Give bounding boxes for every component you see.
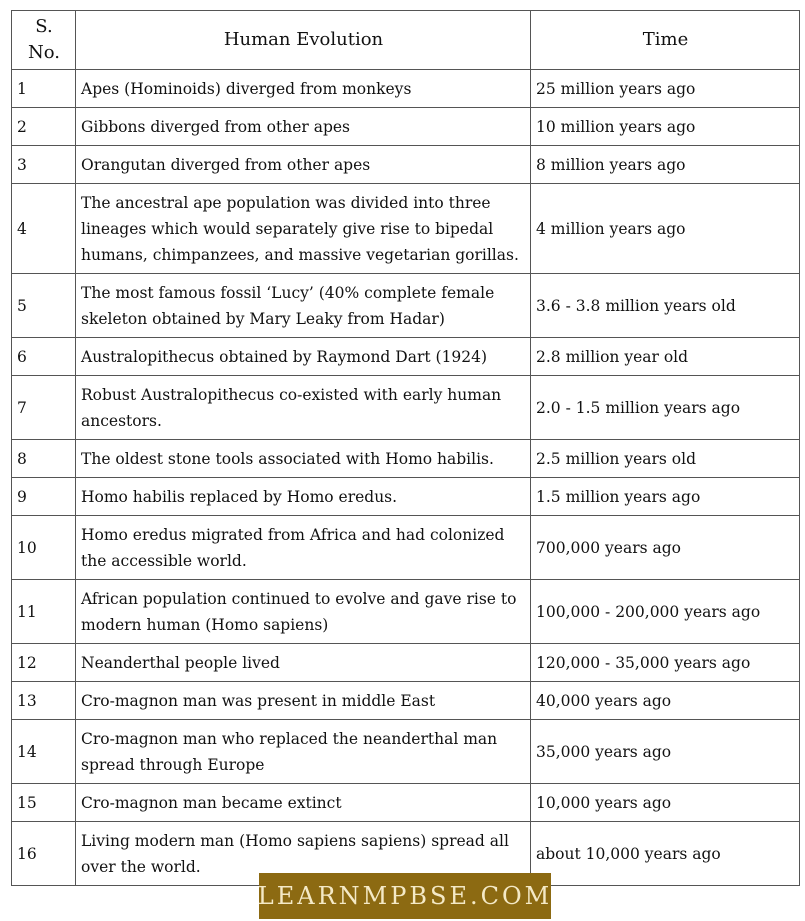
- row-event: Cro-magnon man became extinct: [76, 784, 531, 822]
- row-time: 2.5 million years old: [531, 440, 800, 478]
- row-time: 1.5 million years ago: [531, 478, 800, 516]
- row-number: 5: [12, 274, 76, 338]
- row-event: Homo eredus migrated from Africa and had colonized the accessible world.: [76, 516, 531, 580]
- header-evolution: Human Evolution: [76, 11, 531, 70]
- header-time: Time: [531, 11, 800, 70]
- header-sno: S. No.: [12, 11, 76, 70]
- table-row: [12, 184, 800, 274]
- row-number: 8: [12, 440, 76, 478]
- table-row: [12, 108, 800, 146]
- row-number: 11: [12, 580, 76, 644]
- row-time: 4 million years ago: [531, 184, 800, 274]
- row-event: Robust Australopithecus co-existed with early human ancestors.: [76, 376, 531, 440]
- table-row: [12, 146, 800, 184]
- row-time: 3.6 - 3.8 million years old: [531, 274, 800, 338]
- row-time: 8 million years ago: [531, 146, 800, 184]
- table-row: [12, 720, 800, 784]
- table-row: [12, 70, 800, 108]
- row-number: 2: [12, 108, 76, 146]
- evolution-table: [11, 10, 800, 886]
- row-time: 10 million years ago: [531, 108, 800, 146]
- row-event: Living modern man (Homo sapiens sapiens) spread all over the world.: [76, 822, 531, 886]
- row-time: 35,000 years ago: [531, 720, 800, 784]
- row-time: about 10,000 years ago: [531, 822, 800, 886]
- row-event: The oldest stone tools associated with Homo habilis.: [76, 440, 531, 478]
- row-event: Homo habilis replaced by Homo eredus.: [76, 478, 531, 516]
- row-number: 1: [12, 70, 76, 108]
- row-event: Orangutan diverged from other apes: [76, 146, 531, 184]
- row-event: Neanderthal people lived: [76, 644, 531, 682]
- row-time: 700,000 years ago: [531, 516, 800, 580]
- row-time: 2.8 million year old: [531, 338, 800, 376]
- table-row: [12, 682, 800, 720]
- row-event: Cro-magnon man was present in middle East: [76, 682, 531, 720]
- row-time: 40,000 years ago: [531, 682, 800, 720]
- row-number: 13: [12, 682, 76, 720]
- row-number: 4: [12, 184, 76, 274]
- row-number: 7: [12, 376, 76, 440]
- table-row: [12, 644, 800, 682]
- table-row: [12, 274, 800, 338]
- row-number: 9: [12, 478, 76, 516]
- brand-banner: [259, 873, 551, 919]
- row-number: 14: [12, 720, 76, 784]
- row-event: Gibbons diverged from other apes: [76, 108, 531, 146]
- row-time: 25 million years ago: [531, 70, 800, 108]
- row-number: 16: [12, 822, 76, 886]
- row-event: The ancestral ape population was divided into three lineages which would separately give rise to bipedal humans, chimpanzees, and massive vegetarian gorillas.: [76, 184, 531, 274]
- table-row: [12, 478, 800, 516]
- row-event: African population continued to evolve and gave rise to modern human (Homo sapiens): [76, 580, 531, 644]
- row-number: 3: [12, 146, 76, 184]
- table-row: [12, 516, 800, 580]
- row-number: 15: [12, 784, 76, 822]
- table-row: [12, 440, 800, 478]
- row-event: The most famous fossil ‘Lucy’ (40% complete female skeleton obtained by Mary Leaky from Hadar): [76, 274, 531, 338]
- table-row: [12, 784, 800, 822]
- row-number: 10: [12, 516, 76, 580]
- row-time: 120,000 - 35,000 years ago: [531, 644, 800, 682]
- row-time: 10,000 years ago: [531, 784, 800, 822]
- row-event: Apes (Hominoids) diverged from monkeys: [76, 70, 531, 108]
- table-row: [12, 580, 800, 644]
- brand-text: LEARNMPBSE.COM: [257, 882, 553, 910]
- header-row: [12, 11, 800, 70]
- row-time: 100,000 - 200,000 years ago: [531, 580, 800, 644]
- table-row: [12, 376, 800, 440]
- row-event: Cro-magnon man who replaced the neanderthal man spread through Europe: [76, 720, 531, 784]
- row-number: 6: [12, 338, 76, 376]
- row-time: 2.0 - 1.5 million years ago: [531, 376, 800, 440]
- row-number: 12: [12, 644, 76, 682]
- table-row: [12, 338, 800, 376]
- row-event: Australopithecus obtained by Raymond Dart (1924): [76, 338, 531, 376]
